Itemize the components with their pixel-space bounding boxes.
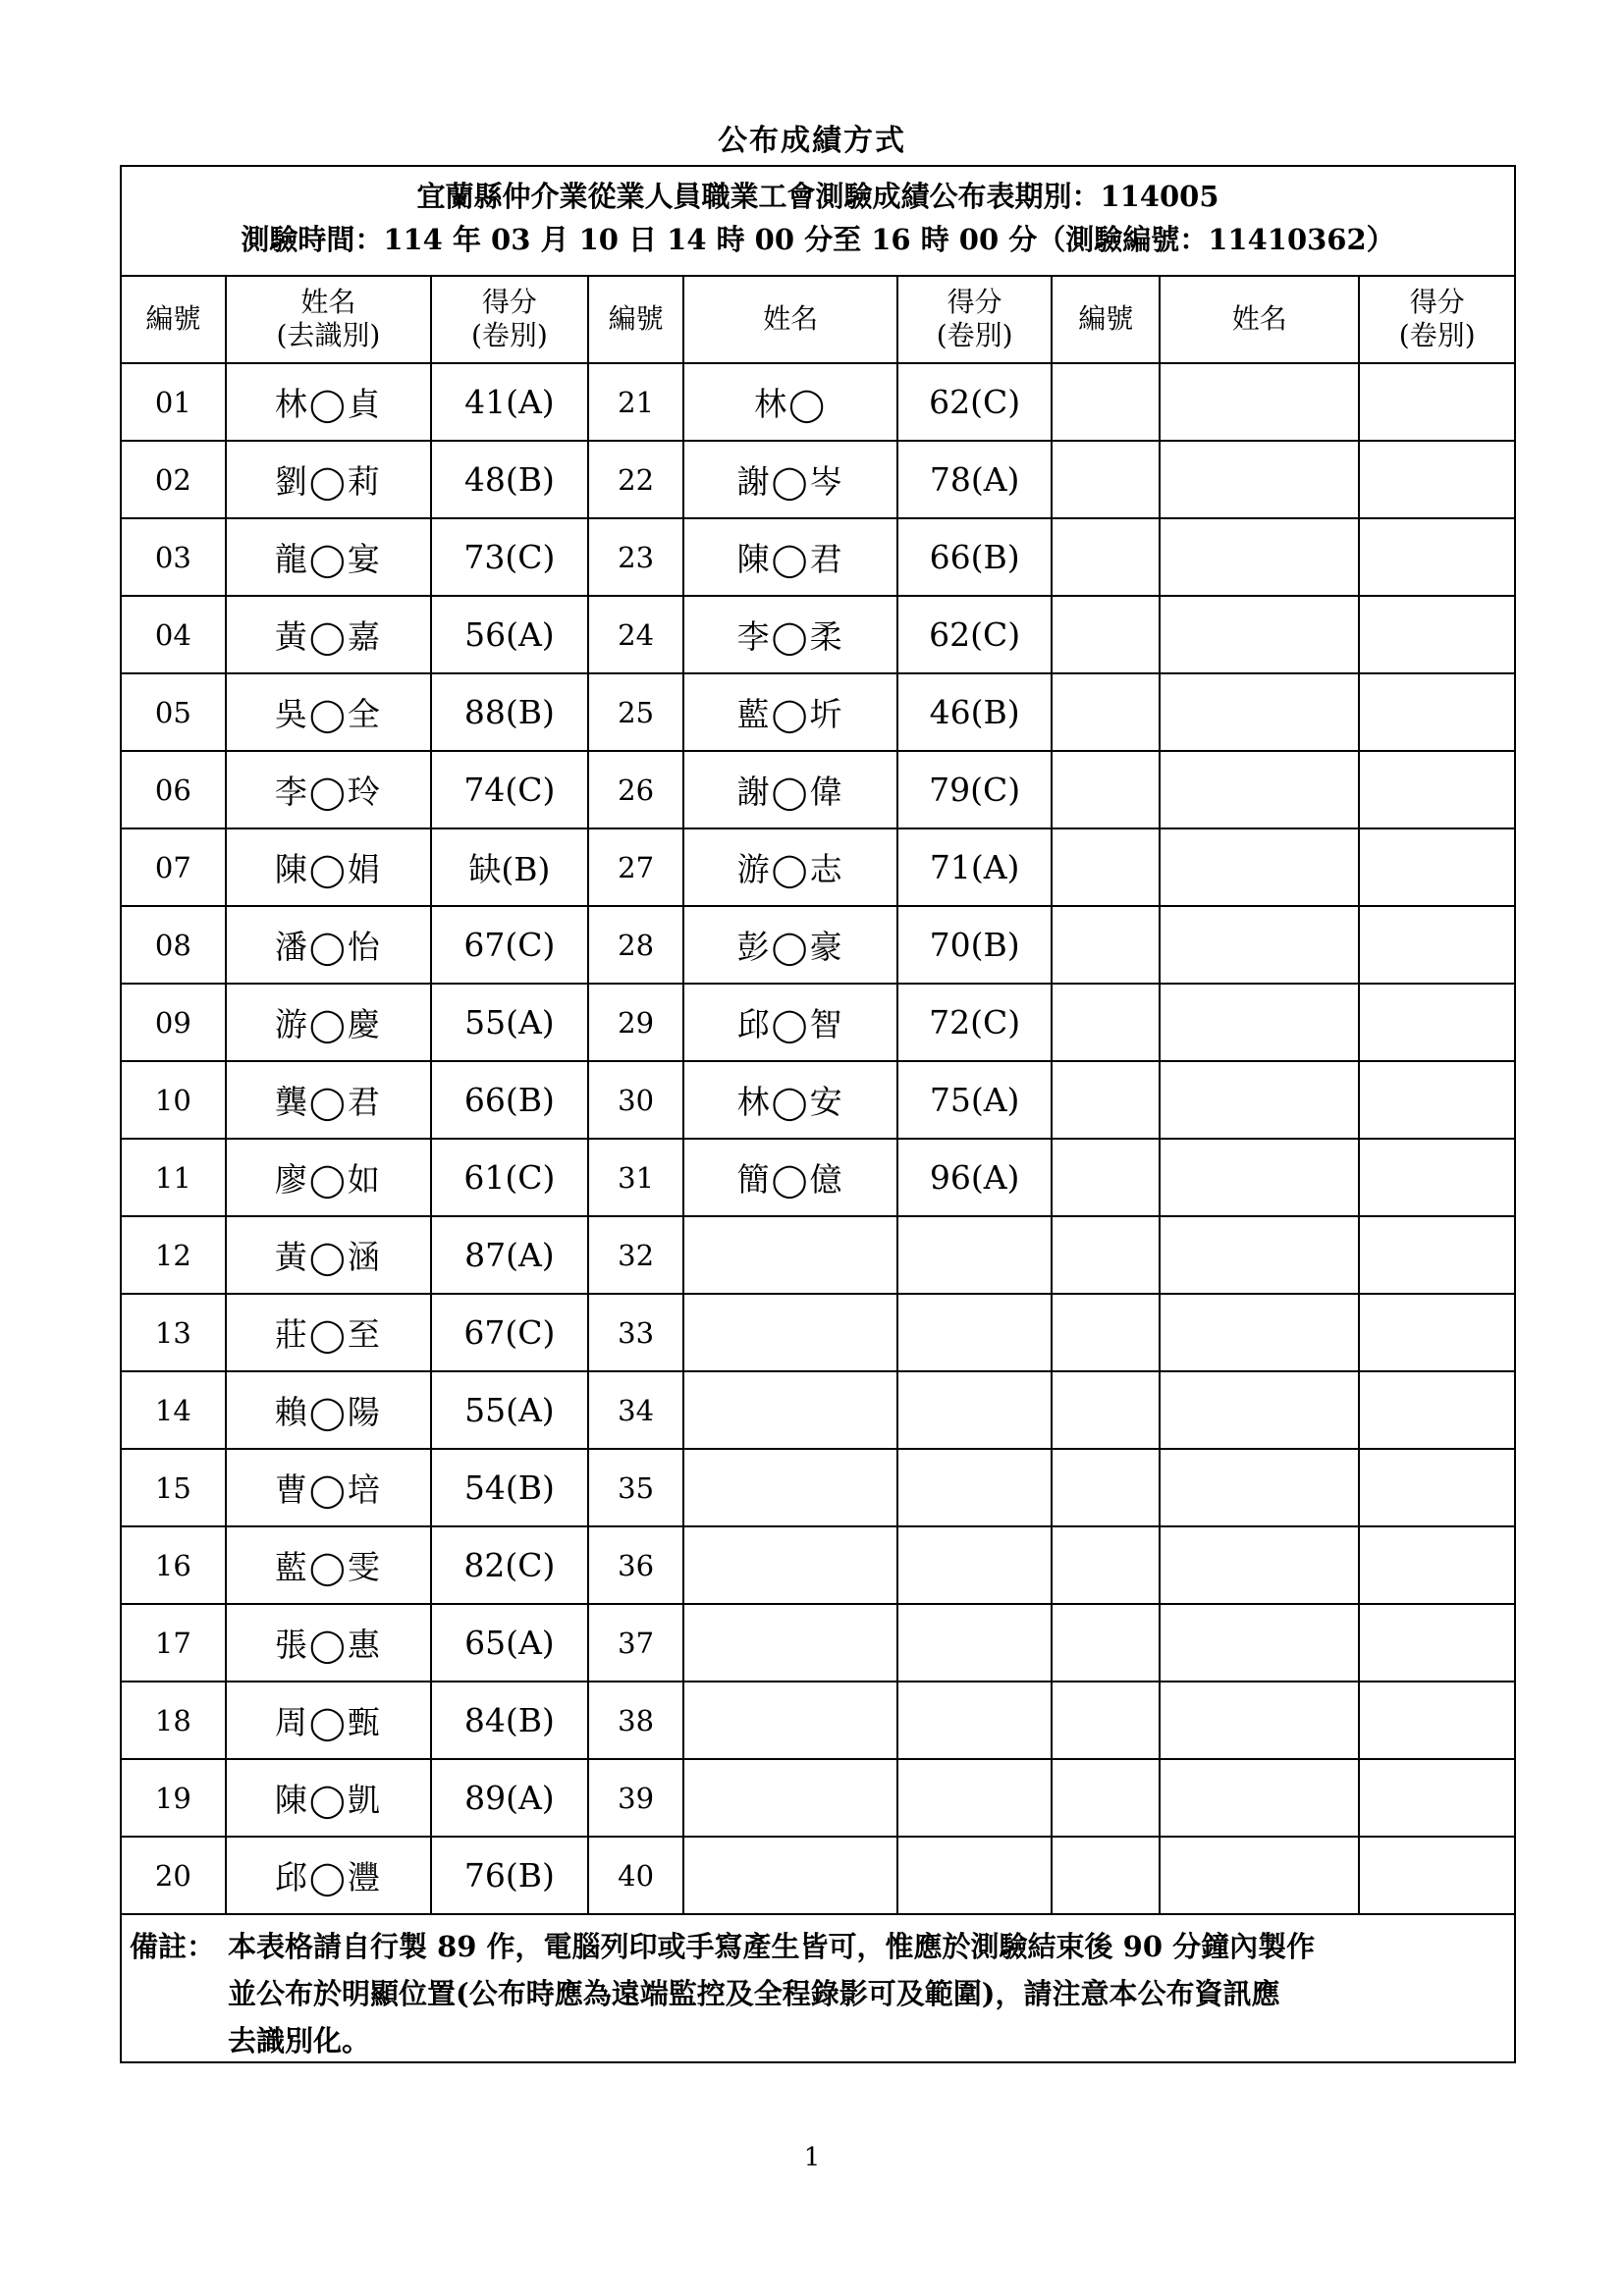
table-row [122,1526,1514,1604]
header-label: 編號 [1078,301,1134,335]
entry-name [1160,906,1359,984]
entry-name: 吳◯全 [226,673,431,751]
entry-number: 18 [122,1682,226,1759]
entry-number [1052,1526,1160,1604]
entry-name [1160,1837,1359,1914]
col-header-no [588,275,684,363]
entry-score: 88(B) [431,673,588,751]
score-table [122,275,1514,1915]
entry-number [1052,828,1160,906]
entry-score [1359,596,1514,673]
table-row [122,363,1514,441]
entry-name: 李◯玲 [226,751,431,828]
entry-score: 41(A) [431,363,588,441]
entry-number [1052,984,1160,1061]
entry-score [1359,1139,1514,1216]
entry-number: 02 [122,441,226,518]
entry-score [1359,518,1514,596]
entry-name [1160,596,1359,673]
header-label: 得分 [1409,285,1465,318]
entry-name: 莊◯至 [226,1294,431,1371]
entry-score: 78(A) [897,441,1053,518]
entry-number: 19 [122,1759,226,1837]
notes-line: 並公布於明顯位置(公布時應為遠端監控及全程錄影可及範圍)，請注意本公布資訊應 [228,1977,1280,2010]
table-row [122,751,1514,828]
notes-line: 本表格請自行製 89 作，電腦列印或手寫產生皆可，惟應於測驗結束後 90 分鐘內製作 [228,1930,1316,1963]
entry-score [897,1682,1053,1759]
header-label: 編號 [608,301,664,335]
table-row [122,441,1514,518]
entry-number: 38 [588,1682,684,1759]
entry-name: 張◯惠 [226,1604,431,1682]
entry-name [1160,1061,1359,1139]
entry-score [1359,441,1514,518]
notes [122,1913,1514,2063]
entry-name: 游◯志 [683,828,896,906]
entry-number: 15 [122,1449,226,1526]
entry-score: 67(C) [431,906,588,984]
entry-name [1160,441,1359,518]
entry-name: 劉◯莉 [226,441,431,518]
entry-name: 潘◯怡 [226,906,431,984]
col-header-no [122,275,226,363]
entry-number [1052,518,1160,596]
entry-number: 23 [588,518,684,596]
entry-number: 30 [588,1061,684,1139]
entry-number: 37 [588,1604,684,1682]
entry-name: 藍◯圻 [683,673,896,751]
entry-name: 林◯ [683,363,896,441]
entry-name: 游◯慶 [226,984,431,1061]
entry-name: 林◯安 [683,1061,896,1139]
sheet-title: 宜蘭縣仲介業從業人員職業工會測驗成績公布表期別：114005 [416,180,1219,213]
entry-name: 陳◯娟 [226,828,431,906]
score-sheet [120,165,1516,2063]
entry-number: 29 [588,984,684,1061]
entry-name: 曹◯培 [226,1449,431,1526]
entry-score [897,1759,1053,1837]
entry-name [1160,828,1359,906]
header-label: 得分 [481,285,537,318]
entry-number: 22 [588,441,684,518]
entry-name: 廖◯如 [226,1139,431,1216]
entry-number [1052,751,1160,828]
entry-score [1359,1449,1514,1526]
header-label: 編號 [145,301,201,335]
entry-score: 56(A) [431,596,588,673]
entry-name [683,1526,896,1604]
entry-name [683,1216,896,1294]
entry-score [897,1837,1053,1914]
entry-score: 46(B) [897,673,1053,751]
entry-score [1359,828,1514,906]
entry-score [1359,1216,1514,1294]
entry-score: 66(B) [897,518,1053,596]
entry-number: 21 [588,363,684,441]
entry-name [1160,1216,1359,1294]
entry-score: 75(A) [897,1061,1053,1139]
entry-score [1359,1294,1514,1371]
entry-score: 62(C) [897,596,1053,673]
entry-number [1052,1759,1160,1837]
entry-name [1160,984,1359,1061]
header-sublabel: (卷別) [470,318,548,351]
entry-number: 05 [122,673,226,751]
entry-name [683,1759,896,1837]
entry-number [1052,1449,1160,1526]
entry-name: 陳◯凱 [226,1759,431,1837]
entry-name: 李◯柔 [683,596,896,673]
entry-number [1052,363,1160,441]
entry-score [897,1294,1053,1371]
table-row [122,984,1514,1061]
exam-time: 測驗時間：114 年 03 月 10 日 14 時 00 分至 16 時 00 分（測驗編號：11410362） [241,223,1395,256]
entry-name [1160,1604,1359,1682]
entry-number [1052,1139,1160,1216]
entry-name [1160,1371,1359,1449]
header-row [122,275,1514,363]
entry-number: 08 [122,906,226,984]
entry-number: 17 [122,1604,226,1682]
col-header-name [683,275,896,363]
entry-score: 72(C) [897,984,1053,1061]
entry-score [1359,1371,1514,1449]
entry-number [1052,1294,1160,1371]
table-row [122,906,1514,984]
entry-score: 76(B) [431,1837,588,1914]
entry-number: 20 [122,1837,226,1914]
entry-name [1160,1449,1359,1526]
entry-number [1052,441,1160,518]
entry-number: 10 [122,1061,226,1139]
entry-score: 缺(B) [431,828,588,906]
entry-number: 11 [122,1139,226,1216]
entry-number: 36 [588,1526,684,1604]
entry-name [1160,363,1359,441]
entry-number: 26 [588,751,684,828]
table-row [122,1371,1514,1449]
col-header-score [431,275,588,363]
entry-name: 謝◯岑 [683,441,896,518]
header-sublabel: (去識別) [276,318,381,351]
table-row [122,1682,1514,1759]
entry-score [1359,1526,1514,1604]
entry-score [1359,1604,1514,1682]
table-row [122,1139,1514,1216]
entry-number [1052,1216,1160,1294]
entry-number [1052,596,1160,673]
entry-number [1052,906,1160,984]
entry-score: 62(C) [897,363,1053,441]
entry-score: 74(C) [431,751,588,828]
table-row [122,673,1514,751]
entry-name: 賴◯陽 [226,1371,431,1449]
table-row [122,1604,1514,1682]
entry-score [1359,1061,1514,1139]
entry-score: 55(A) [431,984,588,1061]
header-sublabel: (卷別) [936,318,1013,351]
entry-name: 謝◯偉 [683,751,896,828]
entry-number [1052,1061,1160,1139]
notes-label: 備註： [130,1930,216,1963]
entry-score: 67(C) [431,1294,588,1371]
col-header-score [897,275,1053,363]
header-label: 姓名 [763,301,819,335]
entry-score: 55(A) [431,1371,588,1449]
entry-name [1160,518,1359,596]
entry-score: 65(A) [431,1604,588,1682]
entry-number: 04 [122,596,226,673]
entry-score [897,1371,1053,1449]
entry-score [1359,1837,1514,1914]
entry-score [1359,906,1514,984]
entry-number [1052,673,1160,751]
col-header-score [1359,275,1514,363]
entry-score: 66(B) [431,1061,588,1139]
score-table-body [122,363,1514,1914]
entry-name: 黃◯嘉 [226,596,431,673]
entry-number: 33 [588,1294,684,1371]
table-row [122,1216,1514,1294]
entry-name [1160,751,1359,828]
entry-number: 01 [122,363,226,441]
entry-number: 03 [122,518,226,596]
entry-score: 87(A) [431,1216,588,1294]
page-title: 公布成績方式 [718,124,906,158]
entry-score: 84(B) [431,1682,588,1759]
entry-number: 31 [588,1139,684,1216]
entry-number: 06 [122,751,226,828]
entry-number: 13 [122,1294,226,1371]
entry-score [897,1604,1053,1682]
entry-name: 龔◯君 [226,1061,431,1139]
entry-name: 簡◯億 [683,1139,896,1216]
entry-score [897,1526,1053,1604]
entry-name: 陳◯君 [683,518,896,596]
entry-number: 40 [588,1837,684,1914]
entry-score [897,1216,1053,1294]
notes-line: 去識別化。 [228,2024,371,2057]
entry-score [1359,363,1514,441]
entry-name: 藍◯雯 [226,1526,431,1604]
table-row [122,1759,1514,1837]
entry-number: 16 [122,1526,226,1604]
entry-name [1160,1759,1359,1837]
entry-name: 彭◯豪 [683,906,896,984]
entry-score [1359,984,1514,1061]
entry-number: 25 [588,673,684,751]
entry-number [1052,1371,1160,1449]
entry-name [683,1449,896,1526]
entry-score [1359,1759,1514,1837]
entry-name [1160,1139,1359,1216]
header-sublabel: (卷別) [1398,318,1476,351]
entry-name: 邱◯灃 [226,1837,431,1914]
entry-number [1052,1837,1160,1914]
entry-name [1160,673,1359,751]
entry-name [683,1371,896,1449]
col-header-no [1052,275,1160,363]
entry-name [1160,1526,1359,1604]
entry-number [1052,1604,1160,1682]
table-row [122,1837,1514,1914]
col-header-name [1160,275,1359,363]
entry-score: 70(B) [897,906,1053,984]
entry-name: 周◯甄 [226,1682,431,1759]
entry-score: 89(A) [431,1759,588,1837]
header-label: 姓名 [1231,301,1287,335]
entry-score: 71(A) [897,828,1053,906]
entry-name [683,1682,896,1759]
sheet-header [122,167,1514,277]
table-row [122,596,1514,673]
table-row [122,1449,1514,1526]
table-row [122,828,1514,906]
entry-score: 54(B) [431,1449,588,1526]
entry-number: 28 [588,906,684,984]
table-row [122,1294,1514,1371]
entry-name [1160,1294,1359,1371]
header-label: 得分 [947,285,1002,318]
entry-score: 96(A) [897,1139,1053,1216]
entry-number: 24 [588,596,684,673]
entry-name [683,1604,896,1682]
entry-number: 27 [588,828,684,906]
entry-score: 79(C) [897,751,1053,828]
entry-number [1052,1682,1160,1759]
table-row [122,518,1514,596]
entry-name: 邱◯智 [683,984,896,1061]
entry-number: 14 [122,1371,226,1449]
entry-number: 35 [588,1449,684,1526]
entry-name: 龍◯宴 [226,518,431,596]
entry-number: 12 [122,1216,226,1294]
entry-score [1359,751,1514,828]
entry-name [683,1837,896,1914]
entry-score [1359,1682,1514,1759]
entry-score [1359,673,1514,751]
entry-number: 32 [588,1216,684,1294]
entry-number: 39 [588,1759,684,1837]
entry-number: 09 [122,984,226,1061]
entry-score: 73(C) [431,518,588,596]
entry-score [897,1449,1053,1526]
entry-name: 黃◯涵 [226,1216,431,1294]
entry-name [683,1294,896,1371]
entry-name: 林◯貞 [226,363,431,441]
entry-number: 07 [122,828,226,906]
entry-score: 82(C) [431,1526,588,1604]
col-header-name [226,275,431,363]
entry-number: 34 [588,1371,684,1449]
entry-score: 61(C) [431,1139,588,1216]
entry-score: 48(B) [431,441,588,518]
entry-name [1160,1682,1359,1759]
header-label: 姓名 [300,285,356,318]
page-number: 1 [803,2143,821,2172]
table-row [122,1061,1514,1139]
